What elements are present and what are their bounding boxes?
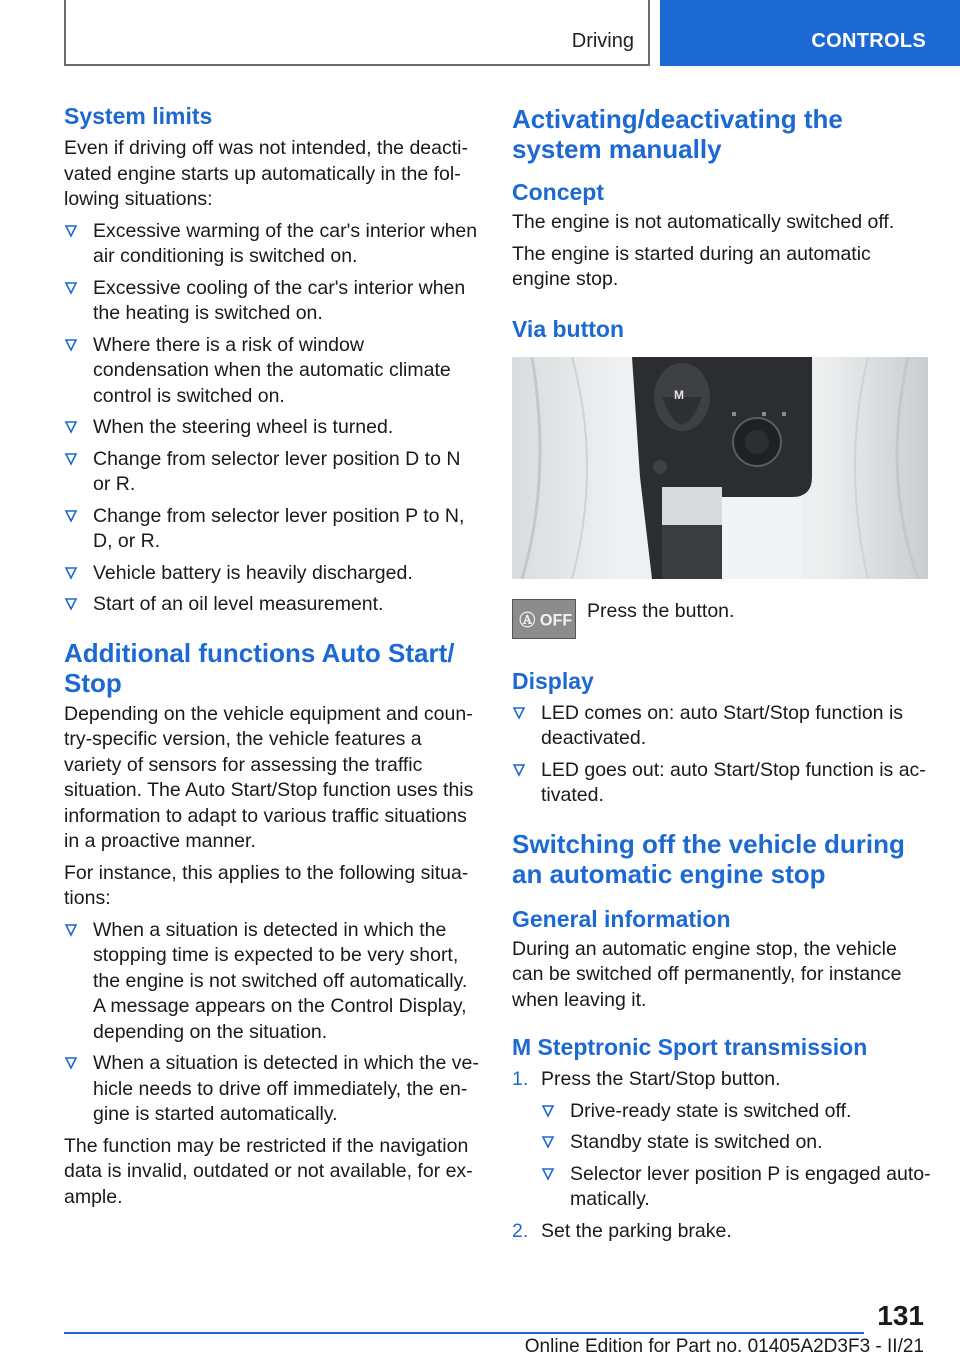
press-button-text: Press the button. (587, 599, 735, 622)
general-para: During an automatic engine stop, the vehicle can be switched off permanently, for instance when leaving it. (512, 937, 902, 1011)
svg-text:M: M (674, 387, 684, 402)
step-text: Set the parking brake. (541, 1219, 732, 1242)
triangle-bullet-icon (64, 221, 78, 241)
steptronic-steps (512, 1067, 932, 1244)
heading-activating-manually: Activating/deactivating the system manually (512, 104, 843, 164)
list-item: Start of an oil level measurement. (64, 592, 482, 618)
triangle-bullet-icon (64, 920, 78, 940)
display-list (512, 701, 932, 809)
triangle-bullet-icon (64, 506, 78, 526)
left-column (64, 100, 482, 1210)
step-number: 2. (512, 1219, 529, 1242)
list-item: Excessive cooling of the car's interior when the heating is switched on. (64, 276, 482, 327)
list-item: Vehicle battery is heavily discharged. (64, 561, 482, 587)
heading-concept: Concept (512, 179, 604, 205)
triangle-bullet-icon (512, 703, 526, 723)
list-item: LED comes on: auto Start/Stop function is deactivated. (512, 701, 932, 752)
header-section-title: Driving (571, 30, 634, 52)
step-text: Press the Start/Stop button. (541, 1068, 781, 1090)
svg-text:Ⓐ OFF: Ⓐ OFF (519, 611, 573, 630)
list-item: LED goes out: auto Start/Stop function is ac-tivated. (512, 758, 932, 809)
header-section-box (64, 0, 650, 66)
footer-edition: Online Edition for Part no. 01405A2D3F3 - II/21 (524, 1336, 924, 1357)
list-item: Drive-ready state is switched off. (541, 1099, 932, 1125)
auto-start-stop-off-icon (512, 599, 576, 639)
triangle-bullet-icon (541, 1132, 555, 1152)
heading-system-limits: System limits (64, 103, 213, 129)
triangle-bullet-icon (64, 449, 78, 469)
list-item: Excessive warming of the car's interior when air conditioning is switched on. (64, 219, 482, 270)
list-item: Change from selector lever position D to N or R. (64, 447, 482, 498)
triangle-bullet-icon (541, 1164, 555, 1184)
additional-para-3: The function may be restricted if the navigation data is invalid, outdated or not available, for ex-ample. (64, 1134, 473, 1208)
header-chapter-title: CONTROLS (811, 30, 926, 52)
button-instruction-row (512, 599, 932, 639)
triangle-bullet-icon (64, 594, 78, 614)
triangle-bullet-icon (512, 760, 526, 780)
system-limits-intro: Even if driving off was not intended, the deacti-vated engine starts up automatically in the fol-lowing situations: (64, 137, 468, 210)
heading-via-button: Via button (512, 315, 625, 342)
additional-para-1: Depending on the vehicle equipment and coun-try-specific version, the vehicle features a variety of sensors for assessing the traffic situation. The Auto Start/Stop function uses this information to adapt to various traffic situations in a proactive manner. (64, 702, 474, 852)
center-console-photo (512, 357, 928, 579)
triangle-bullet-icon (64, 335, 78, 355)
page-number: 131 (877, 1300, 924, 1331)
step-sublist (541, 1099, 932, 1213)
list-item: Standby state is switched on. (541, 1130, 932, 1156)
additional-para-2: For instance, this applies to the following situa-tions: (64, 861, 469, 909)
heading-switching-off: Switching off the vehicle during an automatic engine stop (512, 828, 905, 889)
concept-para-2: The engine is started during an automatic engine stop. (512, 242, 871, 290)
list-item: When a situation is detected in which the ve-hicle needs to drive off immediately, the en-gine is started automatically. (64, 1051, 482, 1128)
right-column (512, 100, 932, 1244)
list-item: When a situation is detected in which the stopping time is expected to be very short, the engine is not switched off automatically. A message appears on the Control Display, depending on the situation. (64, 918, 482, 1046)
step-item (512, 1067, 932, 1213)
footer-divider (64, 1332, 864, 1334)
step-number: 1. (512, 1068, 529, 1090)
list-item: Selector lever position P is engaged auto-matically. (541, 1162, 932, 1213)
heading-additional-functions: Additional functions Auto Start/ Stop (64, 637, 455, 698)
heading-display: Display (512, 667, 594, 694)
triangle-bullet-icon (64, 417, 78, 437)
triangle-bullet-icon (541, 1101, 555, 1121)
heading-general-information: General information (512, 905, 731, 932)
triangle-bullet-icon (64, 563, 78, 583)
list-item: Change from selector lever position P to N, D, or R. (64, 504, 482, 555)
additional-list (64, 918, 482, 1128)
concept-para-1: The engine is not automatically switched off. (512, 211, 895, 233)
triangle-bullet-icon (64, 278, 78, 298)
header-chapter-tab (660, 0, 960, 66)
list-item: When the steering wheel is turned. (64, 415, 482, 441)
step-item (512, 1219, 932, 1245)
list-item: Where there is a risk of window condensation when the automatic climate control is switched on. (64, 333, 482, 410)
triangle-bullet-icon (64, 1053, 78, 1073)
heading-steptronic: M Steptronic Sport transmission (512, 1034, 868, 1060)
system-limits-list (64, 219, 482, 618)
